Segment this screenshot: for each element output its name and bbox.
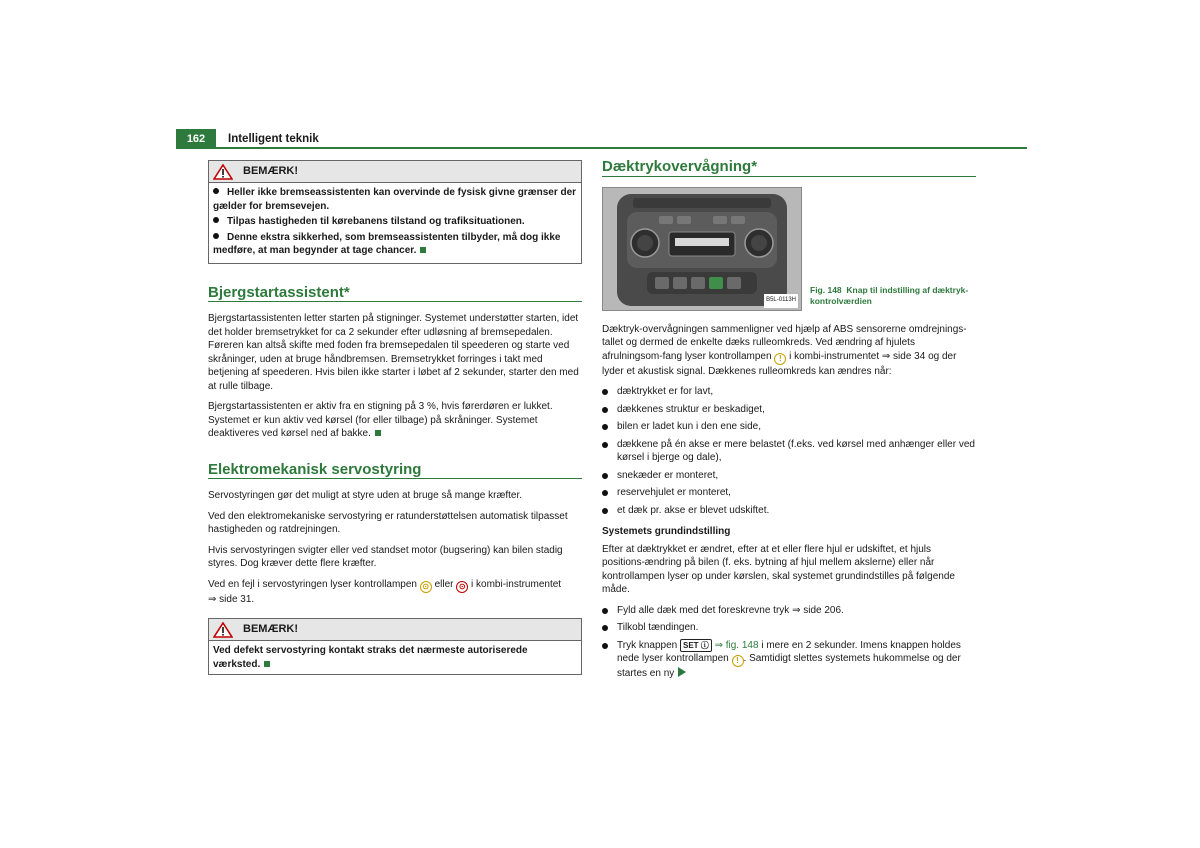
end-marker-icon [420,247,426,253]
paragraph: Bjergstartassistenten letter starten på stigninger. Systemet understøtter starten, idet det holder bremsetrykket for ca 2 sekunder efter udløsning af bremsepedalen. Føreren kan altså skifte med foden fra bremsepedalen til speederen og starte ved skråninger, uden at bruge håndbremsen. Bremsetrykket forringes i takt med betjening af speederen. Hvis bilen ikke starter i løbet af 2 sekunder, starter den med at rulle tilbage. [208,313,579,392]
chapter-title: Intelligent teknik [228,133,319,145]
bullet-icon [602,424,608,430]
list-item: dækkenes struktur er beskadiget, [602,403,976,417]
list-item: dæktrykket er for lavt, [602,385,976,399]
end-marker-icon [375,430,381,436]
paragraph: Efter at dæktrykket er ændret, efter at et eller flere hjul er udskiftet, et hjuls positions-ændring på bilen (f. eks. bytning af hjul mellem akslerne) eller når kontrollampen lyser op under kørslen, skal systemet grundindstilles på følgende måde. [602,543,955,595]
figure-148 [602,187,976,311]
bullet-icon [602,508,608,514]
bullet-icon [602,643,608,649]
paragraph: Ved en fejl i servostyringen lyser kontrollampen ⊙ eller ⊙ i kombi-instrumentet ⇒ side 31. [208,578,562,605]
climate-panel-image [602,187,802,311]
section-heading-power-steering: Elektromekanisk servostyring [208,463,582,480]
note-box-brake [208,160,582,264]
paragraph: Bjergstartassistenten er aktiv fra en stigning på 3 %, hvis førerdøren er lukket. Systemet er kun aktiv ved kørsel (for eller tilbage) på skråninger. Systemet deaktiveres ved kørsel ned af bakke. [208,401,553,439]
list-item: et dæk pr. akse er blevet udskiftet. [602,504,976,518]
page-header [176,129,1027,149]
bullet-icon [213,233,219,239]
left-column [208,160,582,685]
note-item: Tilpas hastigheden til kørebanens tilstand og trafiksituationen. [213,215,577,229]
warning-icon [213,622,233,638]
bullet-icon [602,407,608,413]
bullet-icon [602,625,608,631]
bullet-icon [213,188,219,194]
right-column [602,160,976,685]
note-title: BEMÆRK! [243,622,298,635]
note-header [209,619,581,641]
tire-pressure-warning-icon: ! [732,655,744,667]
bullet-icon [602,442,608,448]
steering-warning-yellow-icon: ⊙ [420,581,432,593]
section-heading-hill-start: Bjergstartassistent* [208,286,582,303]
note-body [209,183,581,263]
dashboard-illustration [603,188,801,310]
list-item: snekæder er monteret, [602,469,976,483]
bullet-icon [213,217,219,223]
figure-code: B5L-0113H [764,294,798,308]
list-item: Tilkobl tændingen. [602,621,976,635]
figure-caption: Fig. 148 Knap til indstilling af dæktryk-kontrolværdien [810,284,969,306]
tire-pressure-warning-icon: ! [774,353,786,365]
paragraph: Hvis servostyringen svigter eller ved standset motor (bugsering) kan bilen stadig styres. Dog kræver dette flere kræfter. [208,544,563,569]
section-heading-tire-pressure: Dæktrykovervågning* [602,160,976,177]
note-header [209,161,581,183]
end-marker-icon [264,661,270,667]
note-title: BEMÆRK! [243,164,298,177]
bullet-icon [602,389,608,395]
subheading: Systemets grundindstilling [602,526,731,537]
paragraph: Servostyringen gør det muligt at styre uden at bruge så mange kræfter. [208,490,523,501]
continue-arrow-icon [678,667,686,677]
figure-reference-link[interactable]: ⇒ fig. 148 [714,639,759,651]
paragraph: Dæktryk-overvågningen sammenligner ved hjælp af ABS sensorerne omdrejnings-tallet og dermed de enkelte dæks rulleomkreds. Ved ændring af hjulets afrulningsom-fang lyser kontrollampen ! i kombi-instrumentet ⇒ side 34 og der lyder et akustisk signal. Dækkenes rulleomkreds kan ændres når: [602,323,967,377]
list-item: dækkene på én akse er mere belastet (f.eks. ved kørsel med anhænger eller ved kørsel i bjerge og dale), [602,438,976,465]
steering-warning-red-icon: ⊙ [456,581,468,593]
note-body: Ved defekt servostyring kontakt straks det nærmeste autoriserede værksted. [213,645,528,670]
list-item: reservehjulet er monteret, [602,486,976,500]
note-box-steering [208,618,582,675]
page-number: 162 [176,129,216,149]
note-item: Heller ikke bremseassistenten kan overvinde de fysisk givne grænser der gælder for bremsevejen. [213,187,577,212]
paragraph: Ved den elektromekaniske servostyring er ratunderstøttelsen automatisk tilpasset hastigheden og ratdrejningen. [208,510,568,535]
set-button-icon: SET ⓘ [680,639,712,652]
note-item: Denne ekstra sikkerhed, som bremseassistenten tilbyder, må dog ikke medføre, at man begynder at tage chancer. [213,231,561,256]
list-item: Fyld alle dæk med det foreskrevne tryk ⇒ side 206. [602,604,976,618]
steps-list [602,604,976,681]
list-item: Tryk knappen SET ⓘ ⇒ fig. 148 i mere en 2 sekunder. Imens knappen holdes nede lyser kontrollampen ! . Samtidigt slettes systemets hukommelse og der startes en ny [602,639,976,681]
conditions-list [602,385,976,517]
bullet-icon [602,473,608,479]
bullet-icon [602,608,608,614]
list-item: bilen er ladet kun i den ene side, [602,420,976,434]
warning-icon [213,164,233,180]
bullet-icon [602,490,608,496]
